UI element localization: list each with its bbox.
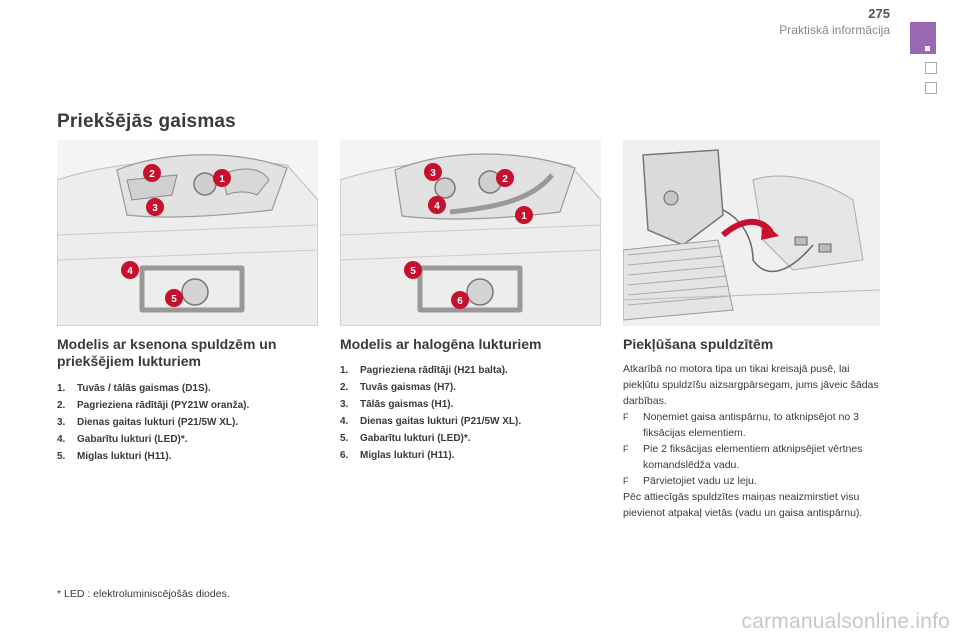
list-item: 4. Gabarītu lukturi (LED)*.	[57, 434, 188, 445]
checkbox-square-icon	[925, 62, 937, 74]
callout-badge	[213, 169, 231, 187]
column-heading: Piekļūšana spuldzītēm	[623, 336, 774, 352]
list-item: 3. Tālās gaismas (H1).	[340, 399, 454, 410]
callout-number: 5	[171, 294, 177, 305]
footnote: * LED : elektroluminiscējošās diodes.	[57, 588, 230, 600]
list-item: 4. Dienas gaitas lukturi (P21/5W XL).	[340, 416, 522, 427]
callout-badge	[428, 196, 446, 214]
column-heading: Modelis ar halogēna lukturiem	[340, 336, 542, 352]
page-number: 275	[868, 6, 890, 21]
callout-number: 1	[219, 174, 225, 185]
column-xenon	[57, 336, 317, 465]
xenon-headlamp-illustration	[57, 140, 318, 326]
list-item: 1. Tuvās / tālās gaismas (D1S).	[57, 383, 211, 394]
column-halogen	[340, 336, 602, 464]
bullet-icon: F	[623, 444, 629, 454]
callout-badge	[451, 291, 469, 309]
callout-badge	[404, 261, 422, 279]
callout-badge	[515, 206, 533, 224]
bullet-item: F Pie 2 fiksācijas elementiem atknipsējiet vērtnes komandslēdža vadu.	[623, 443, 863, 471]
outro-text: Pēc attiecīgās spuldzītes maiņas neaizmirstiet visu pievienot atpakaļ vietās (vadu un gaisa antispārnu).	[623, 491, 863, 519]
callout-number: 3	[430, 168, 436, 179]
bullet-icon: F	[623, 476, 629, 486]
tab-marker-icon	[925, 46, 930, 51]
callout-badge	[496, 169, 514, 187]
halogen-headlamp-illustration	[340, 140, 601, 326]
intro-text: Atkarībā no motora tipa un tikai kreisajā pusē, lai piekļūtu spuldzīšu aizsargpārsegam, jums jāveic šādas darbības.	[623, 363, 879, 407]
column-heading: Modelis ar ksenona spuldzēm un priekšējiem lukturiem	[57, 336, 277, 369]
checkbox-square-icon	[925, 82, 937, 94]
callout-badge	[424, 163, 442, 181]
page-title: Priekšējās gaismas	[57, 111, 236, 132]
callout-number: 6	[457, 296, 463, 307]
list-item: 3. Dienas gaitas lukturi (P21/5W XL).	[57, 417, 239, 428]
callout-number: 3	[152, 203, 158, 214]
callout-number: 5	[410, 266, 416, 277]
list-item: 5. Gabarītu lukturi (LED)*.	[340, 433, 471, 444]
column-access	[623, 336, 885, 521]
list-item: 1. Pagrieziena rādītāji (H21 balta).	[340, 365, 508, 376]
chapter-tab	[910, 22, 936, 54]
callout-number: 4	[434, 201, 440, 212]
list-item: 6. Miglas lukturi (H11).	[340, 450, 455, 461]
bullet-icon: F	[623, 412, 629, 422]
callout-badge	[121, 261, 139, 279]
bulb-list	[57, 380, 317, 465]
callout-number: 2	[502, 174, 508, 185]
section-label: Praktiskā informācija	[779, 23, 890, 37]
callout-number: 4	[127, 266, 133, 277]
callout-number: 2	[149, 169, 155, 180]
list-item: 2. Tuvās gaismas (H7).	[340, 382, 456, 393]
callout-badge	[143, 164, 161, 182]
bulb-list	[340, 362, 602, 464]
bullet-item: F Noņemiet gaisa antispārnu, to atknipsējot no 3 fiksācijas elementiem.	[623, 411, 859, 439]
list-item: 2. Pagrieziena rādītāji (PY21W oranža).	[57, 400, 250, 411]
watermark: carmanualsonline.info	[741, 610, 950, 633]
bullet-item: F Pārvietojiet vadu uz leju.	[623, 475, 757, 487]
callout-badge	[165, 289, 183, 307]
callout-badge	[146, 198, 164, 216]
list-item: 5. Miglas lukturi (H11).	[57, 451, 172, 462]
callout-number: 1	[521, 211, 527, 222]
engine-bay-illustration	[623, 140, 880, 326]
